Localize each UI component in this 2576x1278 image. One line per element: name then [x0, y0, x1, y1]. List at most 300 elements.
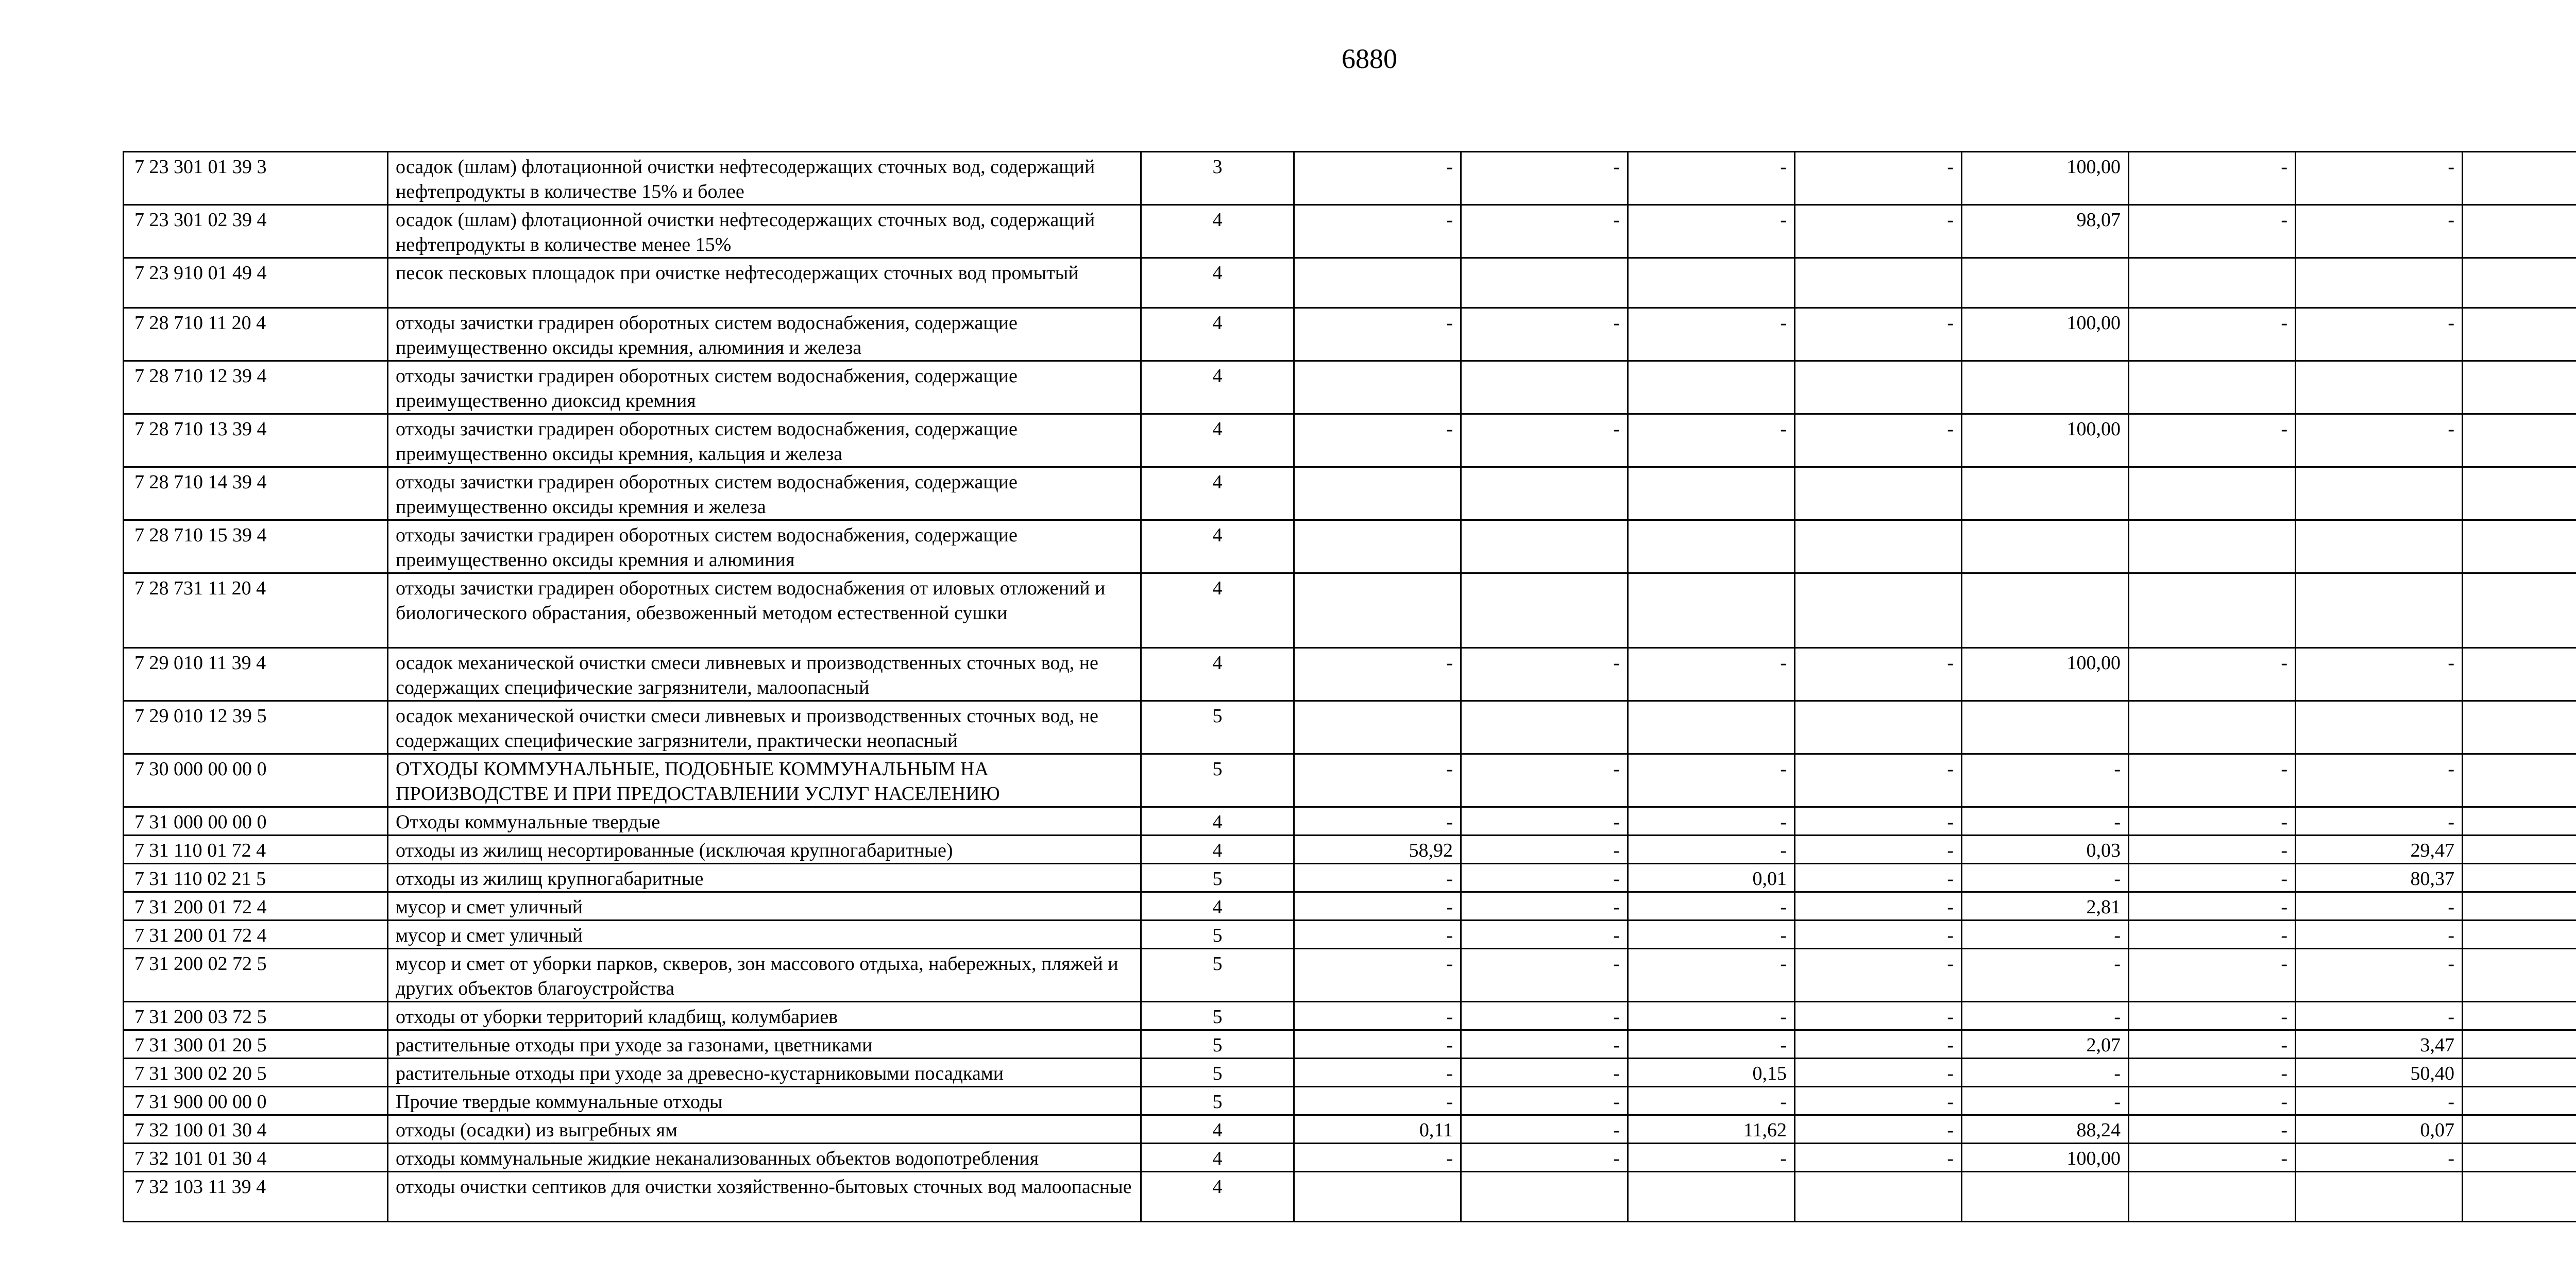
value-cell: -: [1795, 1115, 1962, 1144]
value-cell: -: [2296, 754, 2463, 807]
value-cell: -: [1294, 648, 1461, 701]
waste-code-cell: 7 31 110 02 21 5: [124, 864, 388, 892]
value-cell: -: [1795, 921, 1962, 949]
value-cell: -: [1795, 152, 1962, 205]
hazard-class-cell: 5: [1141, 1087, 1294, 1115]
hazard-class-cell: 5: [1141, 701, 1294, 754]
value-cell: -: [1628, 1030, 1795, 1059]
value-cell: [2463, 1115, 2576, 1144]
hazard-class-cell: 5: [1141, 864, 1294, 892]
table-row: [124, 1115, 2576, 1144]
value-cell: 0,11: [1294, 1115, 1461, 1144]
value-cell: -: [1795, 1087, 1962, 1115]
value-cell: [1294, 520, 1461, 573]
value-cell: [2296, 361, 2463, 414]
value-cell: -: [1628, 152, 1795, 205]
value-cell: [2296, 1172, 2463, 1222]
value-cell: -: [1795, 205, 1962, 258]
value-cell: -: [2296, 1087, 2463, 1115]
waste-name-cell: осадок (шлам) флотационной очистки нефтесодержащих сточных вод, содержащий нефтепродукты в количестве менее 15%: [388, 205, 1141, 258]
value-cell: -: [1461, 308, 1628, 361]
value-cell: -: [1294, 807, 1461, 836]
value-cell: [1795, 701, 1962, 754]
waste-name-cell: осадок механической очистки смеси ливневых и производственных сточных вод, не содержащих специфические загрязнители, практически неопасный: [388, 701, 1141, 754]
value-cell: -: [1461, 892, 1628, 921]
value-cell: -: [2129, 648, 2296, 701]
value-cell: -: [1294, 414, 1461, 467]
value-cell: [2296, 573, 2463, 648]
value-cell: -: [1628, 754, 1795, 807]
value-cell: -: [1294, 205, 1461, 258]
value-cell: [1962, 258, 2129, 308]
hazard-class-cell: 4: [1141, 892, 1294, 921]
table-row: [124, 205, 2576, 258]
value-cell: [2129, 573, 2296, 648]
hazard-class-cell: 4: [1141, 258, 1294, 308]
hazard-class-cell: 4: [1141, 467, 1294, 520]
value-cell: -: [1795, 864, 1962, 892]
value-cell: -: [1294, 949, 1461, 1002]
value-cell: -: [1628, 921, 1795, 949]
value-cell: -: [2296, 152, 2463, 205]
waste-code-cell: 7 31 300 01 20 5: [124, 1030, 388, 1059]
value-cell: -: [1461, 1002, 1628, 1030]
waste-name-cell: отходы (осадки) из выгребных ям: [388, 1115, 1141, 1144]
value-cell: [1962, 520, 2129, 573]
waste-name-cell: мусор и смет уличный: [388, 921, 1141, 949]
table-row: [124, 892, 2576, 921]
value-cell: -: [1628, 807, 1795, 836]
waste-name-cell: отходы зачистки градирен оборотных систем водоснабжения от иловых отложений и биологического обрастания, обезвоженный методом естественной сушки: [388, 573, 1141, 648]
hazard-class-cell: 5: [1141, 1030, 1294, 1059]
waste-code-cell: 7 31 200 01 72 4: [124, 921, 388, 949]
value-cell: -: [1628, 836, 1795, 864]
table-row: [124, 1002, 2576, 1030]
value-cell: -: [1461, 949, 1628, 1002]
waste-code-cell: 7 28 710 15 39 4: [124, 520, 388, 573]
waste-code-cell: 7 32 101 01 30 4: [124, 1144, 388, 1172]
value-cell: -: [2296, 921, 2463, 949]
value-cell: [1962, 467, 2129, 520]
value-cell: [1294, 1172, 1461, 1222]
value-cell: 29,47: [2296, 836, 2463, 864]
value-cell: -: [1962, 1059, 2129, 1087]
waste-code-cell: 7 31 000 00 00 0: [124, 807, 388, 836]
waste-code-cell: 7 23 301 02 39 4: [124, 205, 388, 258]
value-cell: 3,47: [2296, 1030, 2463, 1059]
value-cell: -: [2296, 892, 2463, 921]
value-cell: [2463, 1002, 2576, 1030]
waste-name-cell: отходы зачистки градирен оборотных систем водоснабжения, содержащие преимущественно оксиды кремния, кальция и железа: [388, 414, 1141, 467]
value-cell: -: [1461, 205, 1628, 258]
table-row: [124, 754, 2576, 807]
value-cell: -: [1461, 1030, 1628, 1059]
value-cell: [2463, 701, 2576, 754]
value-cell: -: [2129, 1059, 2296, 1087]
hazard-class-cell: 5: [1141, 949, 1294, 1002]
hazard-class-cell: 5: [1141, 1059, 1294, 1087]
value-cell: -: [1461, 648, 1628, 701]
waste-name-cell: отходы из жилищ крупногабаритные: [388, 864, 1141, 892]
waste-code-cell: 7 28 710 14 39 4: [124, 467, 388, 520]
value-cell: [1795, 1172, 1962, 1222]
waste-name-cell: отходы из жилищ несортированные (исключая крупногабаритные): [388, 836, 1141, 864]
value-cell: -: [2129, 1030, 2296, 1059]
value-cell: 0,01: [1628, 864, 1795, 892]
hazard-class-cell: 3: [1141, 152, 1294, 205]
table-row: [124, 949, 2576, 1002]
table-row: [124, 361, 2576, 414]
waste-name-cell: песок песковых площадок при очистке нефтесодержащих сточных вод промытый: [388, 258, 1141, 308]
value-cell: -: [1294, 1087, 1461, 1115]
value-cell: [1461, 467, 1628, 520]
value-cell: -: [1461, 1059, 1628, 1087]
value-cell: [1461, 1172, 1628, 1222]
value-cell: -: [2296, 308, 2463, 361]
value-cell: -: [2296, 205, 2463, 258]
value-cell: -: [1795, 949, 1962, 1002]
waste-name-cell: отходы от уборки территорий кладбищ, колумбариев: [388, 1002, 1141, 1030]
value-cell: -: [1294, 864, 1461, 892]
hazard-class-cell: 4: [1141, 308, 1294, 361]
value-cell: -: [2129, 864, 2296, 892]
value-cell: [2463, 807, 2576, 836]
value-cell: [2463, 258, 2576, 308]
table-row: [124, 1172, 2576, 1222]
value-cell: -: [1294, 892, 1461, 921]
value-cell: -: [2129, 836, 2296, 864]
waste-name-cell: осадок механической очистки смеси ливневых и производственных сточных вод, не содержащих специфические загрязнители, малоопасный: [388, 648, 1141, 701]
value-cell: -: [1795, 648, 1962, 701]
value-cell: [2463, 1172, 2576, 1222]
value-cell: [2463, 308, 2576, 361]
value-cell: -: [1795, 1059, 1962, 1087]
value-cell: 50,40: [2296, 1059, 2463, 1087]
waste-name-cell: мусор и смет уличный: [388, 892, 1141, 921]
waste-code-cell: 7 23 301 01 39 3: [124, 152, 388, 205]
waste-code-cell: 7 31 300 02 20 5: [124, 1059, 388, 1087]
value-cell: 80,37: [2296, 864, 2463, 892]
value-cell: -: [1294, 1030, 1461, 1059]
table-row: [124, 1144, 2576, 1172]
table-row: [124, 864, 2576, 892]
value-cell: -: [2296, 807, 2463, 836]
value-cell: -: [1962, 807, 2129, 836]
waste-code-cell: 7 32 103 11 39 4: [124, 1172, 388, 1222]
value-cell: [2463, 520, 2576, 573]
value-cell: [1461, 258, 1628, 308]
value-cell: -: [1461, 807, 1628, 836]
value-cell: [1628, 701, 1795, 754]
value-cell: -: [1962, 864, 2129, 892]
waste-name-cell: ОТХОДЫ КОММУНАЛЬНЫЕ, ПОДОБНЫЕ КОММУНАЛЬНЫМ НА ПРОИЗВОДСТВЕ И ПРИ ПРЕДОСТАВЛЕНИИ УСЛУГ НАСЕЛЕНИЮ: [388, 754, 1141, 807]
waste-data-table: [123, 151, 2576, 1222]
value-cell: [1294, 467, 1461, 520]
value-cell: -: [1294, 152, 1461, 205]
value-cell: [1461, 361, 1628, 414]
hazard-class-cell: 5: [1141, 1002, 1294, 1030]
waste-name-cell: отходы зачистки градирен оборотных систем водоснабжения, содержащие преимущественно оксиды кремния и алюминия: [388, 520, 1141, 573]
value-cell: [2463, 205, 2576, 258]
value-cell: [2463, 949, 2576, 1002]
value-cell: -: [1461, 921, 1628, 949]
value-cell: -: [2129, 754, 2296, 807]
value-cell: -: [1461, 1144, 1628, 1172]
table-row: [124, 1059, 2576, 1087]
hazard-class-cell: 4: [1141, 836, 1294, 864]
value-cell: 100,00: [1962, 308, 2129, 361]
value-cell: [2129, 701, 2296, 754]
waste-name-cell: отходы коммунальные жидкие неканализованных объектов водопотребления: [388, 1144, 1141, 1172]
hazard-class-cell: 4: [1141, 648, 1294, 701]
waste-name-cell: отходы зачистки градирен оборотных систем водоснабжения, содержащие преимущественно оксиды кремния и железа: [388, 467, 1141, 520]
value-cell: -: [1962, 1087, 2129, 1115]
value-cell: 100,00: [1962, 648, 2129, 701]
value-cell: 58,92: [1294, 836, 1461, 864]
value-cell: [1795, 258, 1962, 308]
waste-code-cell: 7 28 710 11 20 4: [124, 308, 388, 361]
table-body: [124, 152, 2576, 1222]
value-cell: -: [1461, 1087, 1628, 1115]
value-cell: -: [1628, 205, 1795, 258]
value-cell: -: [1294, 1059, 1461, 1087]
value-cell: -: [2129, 1087, 2296, 1115]
value-cell: -: [1294, 1144, 1461, 1172]
value-cell: -: [1795, 892, 1962, 921]
table-row: [124, 836, 2576, 864]
hazard-class-cell: 5: [1141, 921, 1294, 949]
waste-name-cell: Прочие твердые коммунальные отходы: [388, 1087, 1141, 1115]
waste-code-cell: 7 30 000 00 00 0: [124, 754, 388, 807]
value-cell: -: [1628, 1087, 1795, 1115]
value-cell: -: [2129, 1002, 2296, 1030]
table-row: [124, 648, 2576, 701]
value-cell: 2,07: [1962, 1030, 2129, 1059]
hazard-class-cell: 4: [1141, 1115, 1294, 1144]
value-cell: -: [2296, 648, 2463, 701]
value-cell: [1628, 1172, 1795, 1222]
value-cell: 11,62: [1628, 1115, 1795, 1144]
value-cell: -: [2129, 414, 2296, 467]
value-cell: [2463, 1030, 2576, 1059]
value-cell: [2463, 1087, 2576, 1115]
value-cell: 98,07: [1962, 205, 2129, 258]
value-cell: [1962, 1172, 2129, 1222]
hazard-class-cell: 4: [1141, 1144, 1294, 1172]
value-cell: [1461, 520, 1628, 573]
hazard-class-cell: 4: [1141, 361, 1294, 414]
table-row: [124, 520, 2576, 573]
value-cell: [2463, 467, 2576, 520]
value-cell: 100,00: [1962, 152, 2129, 205]
value-cell: -: [1962, 1002, 2129, 1030]
value-cell: -: [1294, 921, 1461, 949]
table-row: [124, 308, 2576, 361]
value-cell: 0,07: [2296, 1115, 2463, 1144]
value-cell: [2463, 152, 2576, 205]
value-cell: [1628, 258, 1795, 308]
waste-code-cell: 7 28 731 11 20 4: [124, 573, 388, 648]
value-cell: -: [1795, 308, 1962, 361]
table-row: [124, 152, 2576, 205]
table-row: [124, 807, 2576, 836]
value-cell: -: [1628, 648, 1795, 701]
value-cell: -: [2129, 1144, 2296, 1172]
value-cell: -: [1461, 864, 1628, 892]
value-cell: -: [1628, 1002, 1795, 1030]
value-cell: [2463, 1059, 2576, 1087]
value-cell: [2296, 701, 2463, 754]
hazard-class-cell: 5: [1141, 754, 1294, 807]
value-cell: [1962, 361, 2129, 414]
value-cell: -: [2129, 921, 2296, 949]
waste-code-cell: 7 31 200 01 72 4: [124, 892, 388, 921]
value-cell: -: [1628, 414, 1795, 467]
waste-code-cell: 7 23 910 01 49 4: [124, 258, 388, 308]
value-cell: -: [2129, 1115, 2296, 1144]
waste-name-cell: отходы зачистки градирен оборотных систем водоснабжения, содержащие преимущественно диоксид кремния: [388, 361, 1141, 414]
value-cell: -: [1294, 754, 1461, 807]
value-cell: [2463, 754, 2576, 807]
value-cell: [1795, 361, 1962, 414]
waste-name-cell: отходы зачистки градирен оборотных систем водоснабжения, содержащие преимущественно оксиды кремния, алюминия и железа: [388, 308, 1141, 361]
table-row: [124, 467, 2576, 520]
value-cell: [2296, 520, 2463, 573]
value-cell: [1628, 361, 1795, 414]
value-cell: [1461, 573, 1628, 648]
value-cell: [1628, 573, 1795, 648]
value-cell: -: [2129, 892, 2296, 921]
value-cell: [2463, 864, 2576, 892]
value-cell: -: [1461, 754, 1628, 807]
value-cell: -: [1628, 949, 1795, 1002]
value-cell: -: [1962, 949, 2129, 1002]
waste-code-cell: 7 31 900 00 00 0: [124, 1087, 388, 1115]
table-row: [124, 921, 2576, 949]
value-cell: [2296, 258, 2463, 308]
value-cell: -: [1795, 414, 1962, 467]
value-cell: 100,00: [1962, 414, 2129, 467]
value-cell: [1795, 467, 1962, 520]
value-cell: [2129, 520, 2296, 573]
waste-code-cell: 7 29 010 12 39 5: [124, 701, 388, 754]
value-cell: [2463, 1144, 2576, 1172]
value-cell: [1294, 701, 1461, 754]
waste-code-cell: 7 28 710 13 39 4: [124, 414, 388, 467]
value-cell: [2463, 648, 2576, 701]
value-cell: [2129, 258, 2296, 308]
value-cell: [2463, 414, 2576, 467]
hazard-class-cell: 4: [1141, 414, 1294, 467]
value-cell: -: [1461, 414, 1628, 467]
value-cell: [2463, 892, 2576, 921]
value-cell: [1795, 573, 1962, 648]
value-cell: -: [1962, 754, 2129, 807]
value-cell: [2129, 361, 2296, 414]
value-cell: [2129, 1172, 2296, 1222]
hazard-class-cell: 4: [1141, 520, 1294, 573]
page-number: 6880: [1342, 43, 1397, 74]
value-cell: [1628, 520, 1795, 573]
waste-code-cell: 7 28 710 12 39 4: [124, 361, 388, 414]
waste-name-cell: растительные отходы при уходе за древесно-кустарниковыми посадками: [388, 1059, 1141, 1087]
value-cell: -: [1294, 1002, 1461, 1030]
value-cell: -: [1795, 1002, 1962, 1030]
value-cell: [1461, 701, 1628, 754]
value-cell: -: [1795, 807, 1962, 836]
hazard-class-cell: 4: [1141, 573, 1294, 648]
value-cell: [1294, 573, 1461, 648]
value-cell: [1962, 701, 2129, 754]
table-row: [124, 1087, 2576, 1115]
table-row: [124, 573, 2576, 648]
waste-code-cell: 7 31 200 03 72 5: [124, 1002, 388, 1030]
value-cell: 2,81: [1962, 892, 2129, 921]
value-cell: -: [1962, 921, 2129, 949]
waste-name-cell: осадок (шлам) флотационной очистки нефтесодержащих сточных вод, содержащий нефтепродукты в количестве 15% и более: [388, 152, 1141, 205]
value-cell: -: [2296, 1002, 2463, 1030]
value-cell: [1628, 467, 1795, 520]
value-cell: [2463, 573, 2576, 648]
value-cell: -: [1461, 152, 1628, 205]
table-row: [124, 701, 2576, 754]
value-cell: -: [1795, 754, 1962, 807]
value-cell: -: [2129, 807, 2296, 836]
value-cell: -: [1628, 1144, 1795, 1172]
waste-name-cell: мусор и смет от уборки парков, скверов, зон массового отдыха, набережных, пляжей и других объектов благоустройства: [388, 949, 1141, 1002]
value-cell: [1294, 258, 1461, 308]
value-cell: [2463, 921, 2576, 949]
waste-code-cell: 7 32 100 01 30 4: [124, 1115, 388, 1144]
value-cell: [1294, 361, 1461, 414]
value-cell: -: [1294, 308, 1461, 361]
value-cell: [2296, 467, 2463, 520]
waste-code-cell: 7 31 110 01 72 4: [124, 836, 388, 864]
value-cell: [2463, 361, 2576, 414]
table-row: [124, 1030, 2576, 1059]
value-cell: -: [2129, 205, 2296, 258]
hazard-class-cell: 4: [1141, 1172, 1294, 1222]
hazard-class-cell: 4: [1141, 807, 1294, 836]
waste-code-cell: 7 31 200 02 72 5: [124, 949, 388, 1002]
value-cell: [2463, 836, 2576, 864]
value-cell: -: [2296, 949, 2463, 1002]
value-cell: -: [2129, 949, 2296, 1002]
waste-name-cell: Отходы коммунальные твердые: [388, 807, 1141, 836]
table-row: [124, 258, 2576, 308]
value-cell: -: [2296, 414, 2463, 467]
hazard-class-cell: 4: [1141, 205, 1294, 258]
value-cell: -: [2129, 308, 2296, 361]
value-cell: [1795, 520, 1962, 573]
value-cell: 0,03: [1962, 836, 2129, 864]
value-cell: -: [1795, 836, 1962, 864]
value-cell: -: [1628, 308, 1795, 361]
value-cell: -: [2129, 152, 2296, 205]
value-cell: 88,24: [1962, 1115, 2129, 1144]
value-cell: [1962, 573, 2129, 648]
value-cell: [2129, 467, 2296, 520]
value-cell: -: [1461, 1115, 1628, 1144]
table-row: [124, 414, 2576, 467]
value-cell: -: [2296, 1144, 2463, 1172]
waste-name-cell: растительные отходы при уходе за газонами, цветниками: [388, 1030, 1141, 1059]
value-cell: 100,00: [1962, 1144, 2129, 1172]
waste-code-cell: 7 29 010 11 39 4: [124, 648, 388, 701]
value-cell: -: [1461, 836, 1628, 864]
value-cell: -: [1795, 1144, 1962, 1172]
value-cell: -: [1795, 1030, 1962, 1059]
